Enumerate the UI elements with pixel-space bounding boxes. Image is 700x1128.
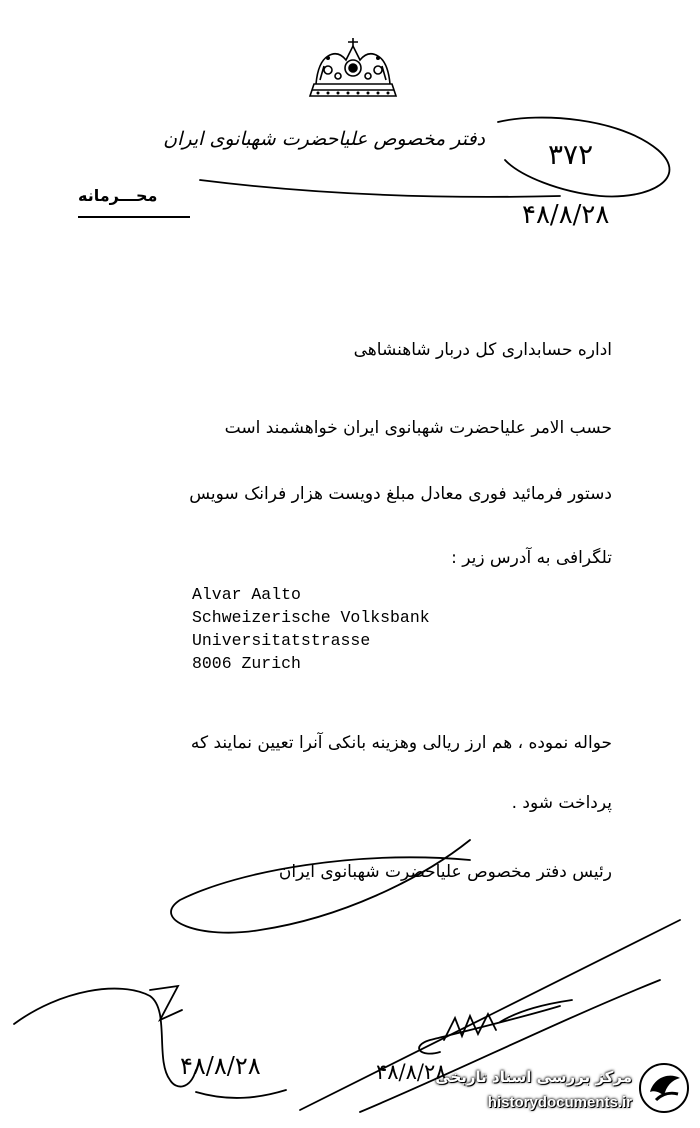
watermark-title: مرکز بررسی اسناد تاریخی <box>435 1068 632 1086</box>
address-line: Universitatstrasse <box>192 631 371 650</box>
letter-date: ۴۸/۸/۲۸ <box>522 200 610 230</box>
watermark <box>420 1058 694 1124</box>
body-line-3: تلگرافی به آدرس زیر : <box>451 548 612 568</box>
signature-title: رئیس دفتر مخصوص علیاحضرت شهبانوی ایران <box>278 862 612 882</box>
body-line-5: پرداخت شود . <box>511 793 612 813</box>
handwritten-date-2: ۴۸/۸/۲۸ <box>376 1060 447 1084</box>
body-line-2: دستور فرمائید فوری معادل مبلغ دویست هزار فرانک سویس <box>189 484 612 504</box>
handwritten-date-1: ۴۸/۸/۲۸ <box>180 1052 261 1080</box>
address-line: 8006 Zurich <box>192 654 301 673</box>
body-line-4: حواله نموده ، هم ارز ریالی وهزینه بانکی آنرا تعیین نمایند که <box>190 733 612 753</box>
archive-logo-icon <box>638 1062 690 1114</box>
classification-label: محـــرمانه <box>78 186 158 205</box>
letter-number: ۳۷۲ <box>548 138 594 171</box>
watermark-url: historydocuments.ir <box>487 1094 632 1111</box>
body-line-1: حسب الامر علیاحضرت شهبانوی ایران خواهشمند است <box>224 418 612 438</box>
addressee-line: اداره حسابداری کل دربار شاهنشاهی <box>353 340 612 360</box>
office-title: دفتر مخصوص علیاحضرت شهبانوی ایران <box>163 128 485 150</box>
address-line: Schweizerische Volksbank <box>192 608 430 627</box>
address-line: Alvar Aalto <box>192 585 301 604</box>
